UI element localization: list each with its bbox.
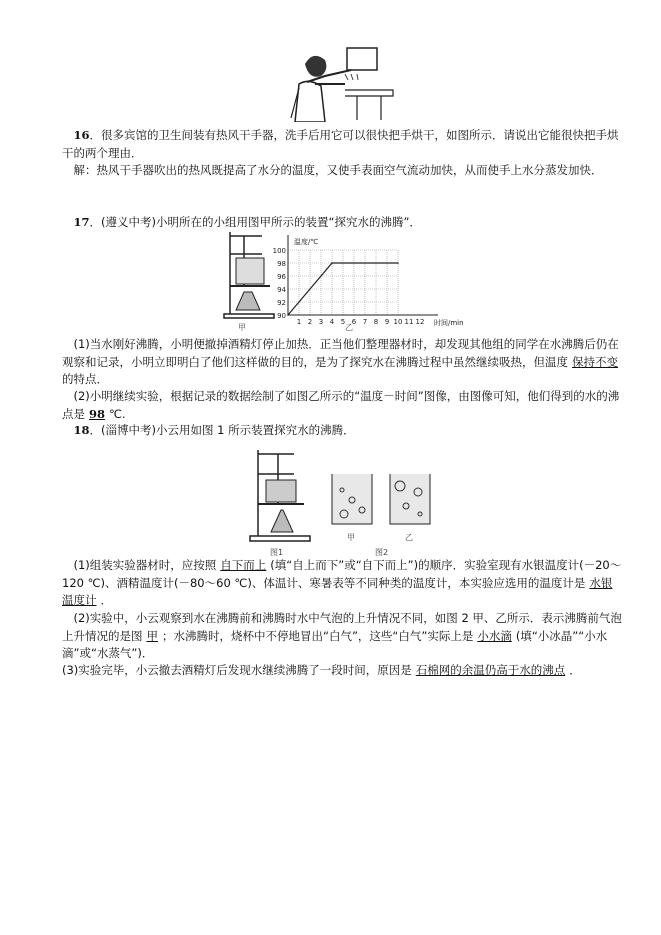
question-18-part-3 (62, 662, 622, 680)
question-text: 小云用如图 1 所示装置探究水的沸腾． (156, 423, 355, 437)
question-text: 很多宾馆的卫生间装有热风干手器，洗手后用它可以很快把手烘干，如图所示．请说出它能很快把手烘干的两个理由． (62, 128, 619, 160)
answer-blank: 甲 (146, 628, 158, 643)
answer-blank: 98 (89, 406, 106, 421)
data-point (287, 314, 289, 316)
figure-1-apparatus (248, 448, 318, 546)
x-tick-label: 11 (404, 318, 414, 326)
hand-dryer-illustration (285, 44, 397, 122)
question-number: 17 (73, 215, 90, 229)
answer-blank: 自下而上 (220, 558, 267, 572)
y-tick-label: 94 (277, 286, 286, 294)
x-tick-label: 5 (340, 318, 346, 326)
y-axis-label: 温度/℃ (294, 238, 319, 246)
text: ℃. (109, 406, 126, 421)
x-tick-label: 6 (351, 318, 357, 326)
text: (1)组装实验器材时，应按照 (73, 558, 217, 572)
figure-2-label-yi: 乙 (405, 533, 413, 542)
answer-blank: 石棉网的余温仍高于水的沸点 (415, 663, 566, 677)
text: (填“自上而下”或“自下而上”)的顺序．实验室现有水银温度计(－20～120 ℃)、酒精温度计(－80～60 ℃)、体温计、寒暑表等不同种类的温度计，本实验应选用的温度计是 (62, 558, 622, 590)
x-tick-label: 4 (329, 318, 335, 326)
question-18-part-1 (62, 557, 622, 610)
question-16: 16．很多宾馆的卫生间装有热风干手器，洗手后用它可以很快把手烘干，如图所示．请说出它能很快把手烘干的两个理由． 解：热风干手器吹出的热风既提高了水分的温度，又使手表面空气流动加快，从而使手上水分蒸发加快． (62, 128, 619, 177)
data-point (331, 262, 333, 264)
question-source: (淄博中考) (101, 423, 156, 437)
y-tick-label: 100 (272, 247, 286, 255)
question-17: 17．(遵义中考)小明所在的小组用图甲所示的装置“探究水的沸腾”． (73, 215, 421, 229)
y-tick-label: 92 (277, 299, 286, 307)
question-17-part-2 (62, 388, 622, 423)
x-tick-label: 9 (384, 318, 390, 326)
x-tick-label: 8 (373, 318, 379, 326)
figure-label-jia: 甲 (238, 323, 246, 332)
question-text: 小明所在的小组用图甲所示的装置“探究水的沸腾”． (156, 215, 421, 229)
figure-label-yi: 乙 (345, 323, 353, 332)
x-tick-label: 7 (362, 318, 368, 326)
question-17-part-1 (62, 336, 622, 389)
question-source: (遵义中考) (101, 215, 156, 229)
x-tick-label: 3 (318, 318, 324, 326)
y-tick-label: 98 (277, 260, 286, 268)
question-18-part-2 (62, 610, 622, 663)
text: (3)实验完毕，小云撤去酒精灯后发现水继续沸腾了一段时间，原因是 (62, 663, 412, 677)
text: (填“小冰晶”“小水滴”或“水蒸气”)． (62, 628, 608, 660)
y-tick-label: 96 (277, 273, 286, 281)
x-axis-label: 时间/min (434, 319, 464, 327)
x-tick-label: 2 (307, 318, 313, 326)
answer-label: 解： (73, 163, 97, 177)
answer-blank: 保持不变 (572, 354, 618, 369)
text: 的特点． (62, 372, 108, 386)
temperature-time-chart (270, 230, 470, 330)
text: ；水沸腾时，烧杯中不停地冒出“白气”，这些“白气”实际上是 (162, 628, 474, 643)
answer-blank: 水银温度计 (62, 575, 613, 607)
figure-2-beakers (328, 470, 438, 530)
text: (1)当水刚好沸腾，小明便撤掉酒精灯停止加热．正当他们整理器材时，却发现其他组的同学在水沸腾后仍在观察和记录，小明立即明白了他们这样做的目的，是为了探究水在沸腾过程中虽然继续吸热，但温度 (62, 337, 619, 369)
x-tick-label: 1 (296, 318, 302, 326)
text: ． (100, 593, 112, 607)
text: (2)实验中，小云观察到水在沸腾前和沸腾时水中气泡的上升情况不同，如图 2 甲、乙所示．表示沸腾前气泡上升情况的是图 (62, 611, 622, 643)
figure-2-label: 图2 (375, 548, 389, 557)
question-number: 18 (73, 423, 90, 437)
x-tick-label: 12 (415, 318, 425, 326)
question-number: 16 (73, 128, 90, 142)
figure-1-label: 图1 (270, 548, 284, 557)
data-point (397, 262, 399, 264)
answer-text: 热风干手器吹出的热风既提高了水分的温度，又使手表面空气流动加快，从而使手上水分蒸发加快． (96, 163, 603, 177)
y-tick-label: 90 (277, 312, 286, 320)
text: ． (569, 663, 581, 677)
figure-2-label-jia: 甲 (347, 533, 355, 542)
answer-blank: 小水滴 (477, 628, 512, 643)
x-tick-label: 10 (393, 318, 403, 326)
question-18: 18．(淄博中考)小云用如图 1 所示装置探究水的沸腾． (73, 423, 355, 437)
text: (2)小明继续实验，根据记录的数据绘制了如图乙所示的“温度－时间”图像，由图像可知，他们得到的水的沸点是 (62, 389, 620, 421)
